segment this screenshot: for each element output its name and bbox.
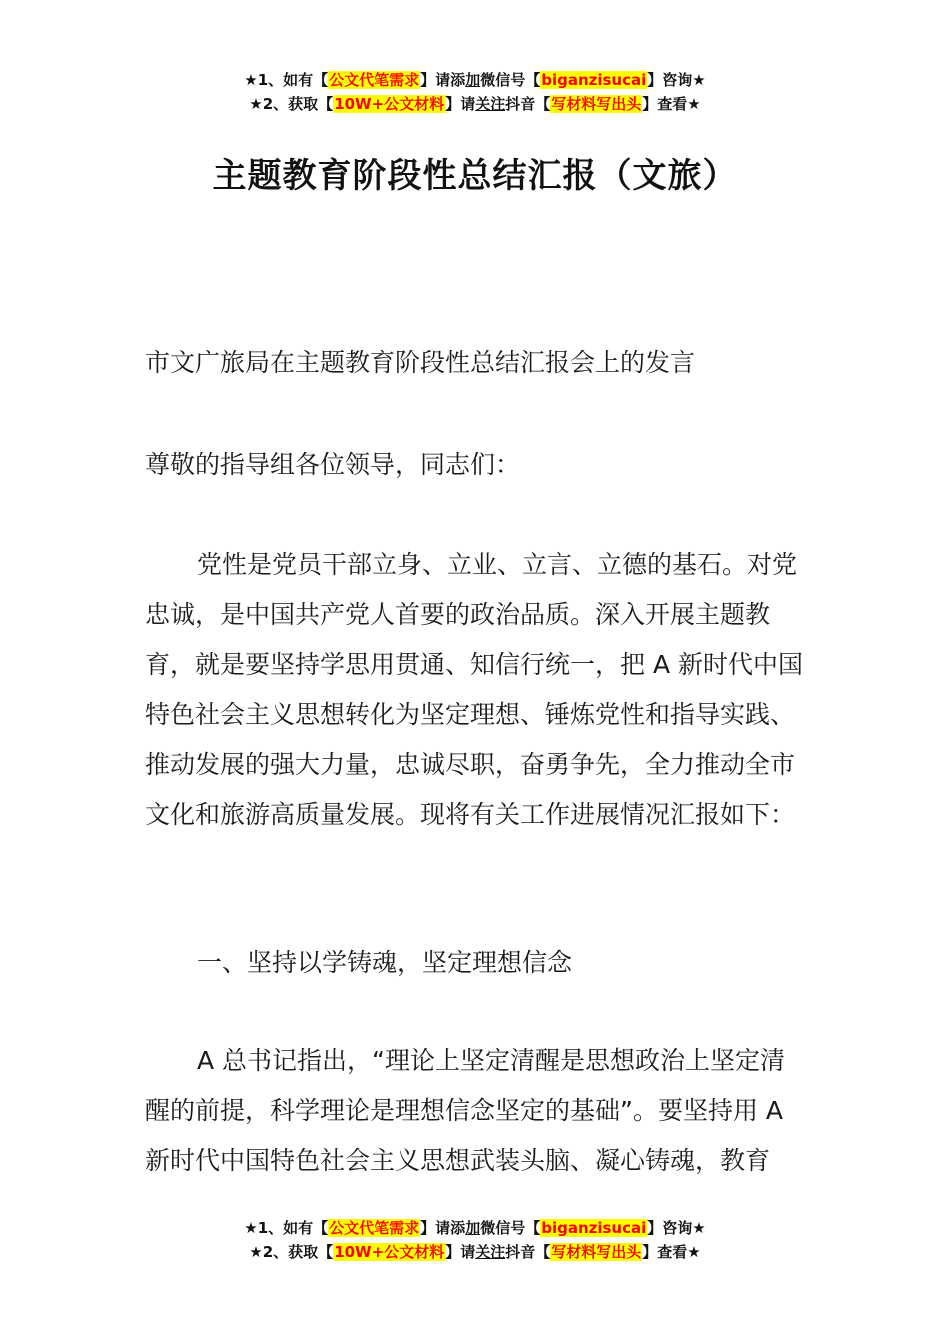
highlight-wechat-id: biganzisucai <box>541 1219 647 1237</box>
highlight-service: 公文代笔需求 <box>329 1219 420 1237</box>
document-subtitle: 市文广旅局在主题教育阶段性总结汇报会上的发言 <box>145 348 696 377</box>
banner-line-1: ★1、如有【公文代笔需求】请添加微信号【biganzisucai】咨询★ <box>244 71 706 89</box>
paragraph-intro: 党性是党员干部立身、立业、立言、立德的基石。对党忠诚，是中国共产党人首要的政治品质。深入开展主题教育，就是要坚持学思用贯通、知信行统一，把 A 新时代中国特色社会主义思想转化为坚定理想、锤炼党性和指导实践、推动发展的强大力量，忠诚尽职，奋勇争先，全力推动全市文化和旅游高质量发展。现将有关工作进展情况汇报如下： <box>145 550 803 829</box>
highlight-wechat-id: biganzisucai <box>541 71 647 89</box>
footer-line-1: ★1、如有【公文代笔需求】请添加微信号【biganzisucai】咨询★ <box>244 1219 706 1237</box>
header-banner <box>0 68 950 116</box>
footer-line-2: ★2、获取【10W+公文材料】请关注抖音【写材料写出头】查看★ <box>249 1243 701 1261</box>
highlight-douyin: 写材料写出头 <box>551 1243 642 1261</box>
highlight-materials: 10W+公文材料 <box>334 1243 445 1261</box>
banner-line-2: ★2、获取【10W+公文材料】请关注抖音【写材料写出头】查看★ <box>249 95 701 113</box>
footer-banner <box>0 1216 950 1264</box>
highlight-materials: 10W+公文材料 <box>334 95 445 113</box>
paragraph-section-1: A 总书记指出，“理论上坚定清醒是思想政治上坚定清醒的前提，科学理论是理想信念坚定的基础”。要坚持用 A 新时代中国特色社会主义思想武装头脑、凝心铸魂，教育 <box>145 1046 786 1175</box>
highlight-douyin: 写材料写出头 <box>551 95 642 113</box>
section-heading-1: 一、坚持以学铸魂，坚定理想信念 <box>197 948 573 977</box>
document-title: 主题教育阶段性总结汇报（文旅） <box>212 156 738 196</box>
highlight-service: 公文代笔需求 <box>329 71 420 89</box>
greeting: 尊敬的指导组各位领导，同志们： <box>145 450 521 479</box>
